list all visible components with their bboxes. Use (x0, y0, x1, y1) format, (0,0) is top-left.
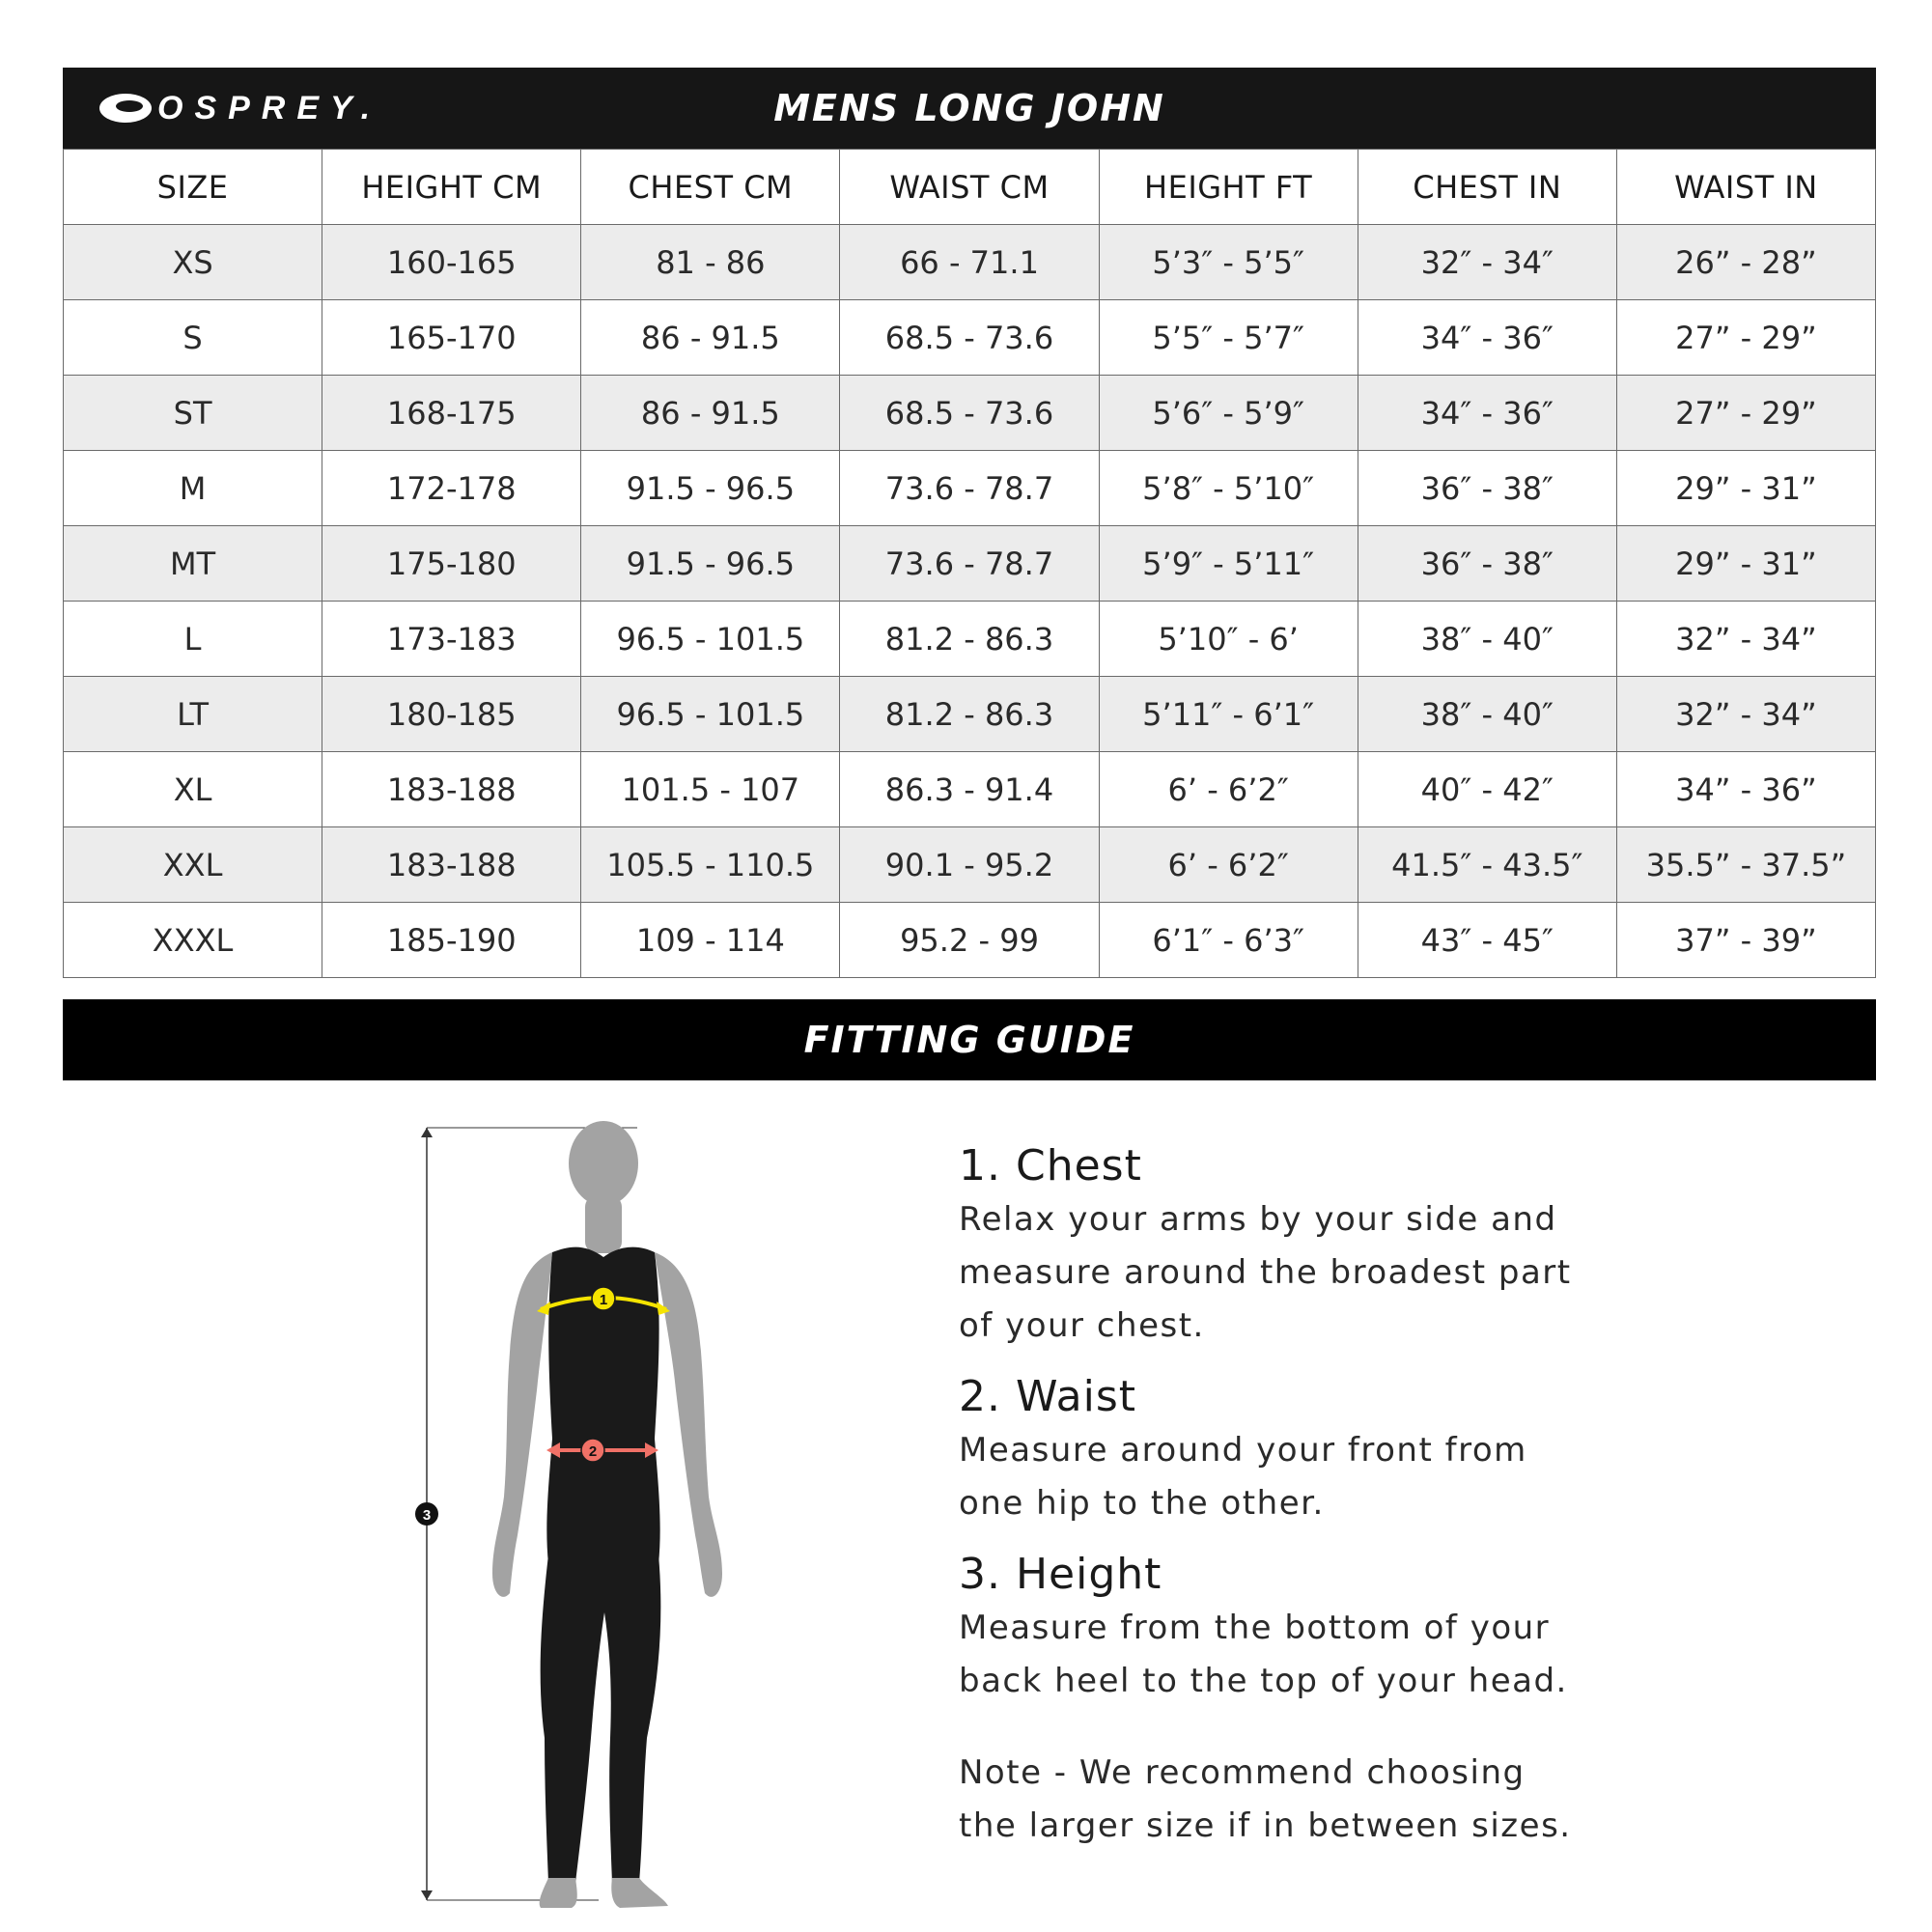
table-cell: 32” - 34” (1616, 677, 1875, 752)
table-cell: 160-165 (322, 225, 581, 300)
table-row (64, 677, 1876, 752)
table-cell: 185-190 (322, 903, 581, 978)
table-cell: 5’11″ - 6’1″ (1099, 677, 1358, 752)
column-header: WAIST IN (1616, 150, 1875, 225)
table-cell: XXXL (64, 903, 322, 978)
sizing-note (959, 1747, 1615, 1853)
table-cell: S (64, 300, 322, 376)
table-row (64, 300, 1876, 376)
page-title: MENS LONG JOHN (773, 87, 1165, 129)
table-cell: 68.5 - 73.6 (840, 376, 1099, 451)
table-cell: 29” - 31” (1616, 451, 1875, 526)
table-body (64, 225, 1876, 978)
table-cell: 5’9″ - 5’11″ (1099, 526, 1358, 602)
fitting-guide-title: FITTING GUIDE (63, 999, 1876, 1080)
table-cell: 27” - 29” (1616, 376, 1875, 451)
right-arm (655, 1252, 722, 1597)
table-cell: 5’8″ - 5’10″ (1099, 451, 1358, 526)
table-header-row (64, 150, 1876, 225)
column-header: SIZE (64, 150, 322, 225)
table-cell: 38″ - 40″ (1358, 677, 1616, 752)
table-cell: 40″ - 42″ (1358, 752, 1616, 827)
column-header: WAIST CM (840, 150, 1099, 225)
table-row (64, 903, 1876, 978)
instruction-line: of your chest. (959, 1306, 1205, 1345)
table-row (64, 602, 1876, 677)
table-row (64, 526, 1876, 602)
table-cell: M (64, 451, 322, 526)
head (569, 1121, 638, 1206)
column-header: CHEST IN (1358, 150, 1616, 225)
table-cell: 36″ - 38″ (1358, 526, 1616, 602)
table-cell: MT (64, 526, 322, 602)
table-row (64, 225, 1876, 300)
table-cell: 86.3 - 91.4 (840, 752, 1099, 827)
table-cell: 173-183 (322, 602, 581, 677)
table-cell: 5’5″ - 5’7″ (1099, 300, 1358, 376)
table-cell: XXL (64, 827, 322, 903)
table-cell: 105.5 - 110.5 (581, 827, 840, 903)
table-cell: 29” - 31” (1616, 526, 1875, 602)
table-cell: L (64, 602, 322, 677)
height-instructions (959, 1548, 1615, 1708)
instruction-line: Measure from the bottom of your (959, 1609, 1551, 1647)
instruction-line: Measure around your front from (959, 1431, 1527, 1470)
legs-suit (541, 1554, 661, 1883)
column-header: CHEST CM (581, 150, 840, 225)
table-cell: LT (64, 677, 322, 752)
right-foot (611, 1878, 668, 1908)
column-header: HEIGHT FT (1099, 150, 1358, 225)
table-cell: XS (64, 225, 322, 300)
table-cell: 27” - 29” (1616, 300, 1875, 376)
table-cell: 32” - 34” (1616, 602, 1875, 677)
table-cell: 66 - 71.1 (840, 225, 1099, 300)
waist-instructions (959, 1370, 1615, 1530)
table-cell: 81.2 - 86.3 (840, 677, 1099, 752)
arrow-up-icon (421, 1128, 433, 1137)
table-cell: 180-185 (322, 677, 581, 752)
instruction-line: one hip to the other. (959, 1484, 1325, 1523)
table-cell: 43″ - 45″ (1358, 903, 1616, 978)
section-heading: 1. Chest (959, 1141, 1142, 1190)
table-cell: 36″ - 38″ (1358, 451, 1616, 526)
table-row (64, 752, 1876, 827)
waist-marker-label: 2 (588, 1443, 598, 1460)
chest-instructions (959, 1139, 1615, 1353)
section-heading: 3. Height (959, 1550, 1162, 1599)
table-cell: 86 - 91.5 (581, 376, 840, 451)
note-line: the larger size if in between sizes. (959, 1806, 1572, 1845)
table-cell: 175-180 (322, 526, 581, 602)
table-cell: 96.5 - 101.5 (581, 677, 840, 752)
table-cell: 172-178 (322, 451, 581, 526)
size-chart-table (63, 149, 1876, 978)
header-bar (63, 68, 1876, 149)
neck (585, 1195, 622, 1253)
table-cell: 34″ - 36″ (1358, 300, 1616, 376)
table-cell: 38″ - 40″ (1358, 602, 1616, 677)
table-cell: 90.1 - 95.2 (840, 827, 1099, 903)
table-cell: 5’10″ - 6’ (1099, 602, 1358, 677)
table-cell: 81.2 - 86.3 (840, 602, 1099, 677)
fitting-instructions (959, 1139, 1615, 1853)
body-figure (406, 1120, 792, 1912)
note-line: Note - We recommend choosing (959, 1753, 1526, 1792)
table-cell: 165-170 (322, 300, 581, 376)
table-cell: 91.5 - 96.5 (581, 526, 840, 602)
table-cell: 86 - 91.5 (581, 300, 840, 376)
table-cell: 35.5” - 37.5” (1616, 827, 1875, 903)
table-cell: 5’3″ - 5’5″ (1099, 225, 1358, 300)
table-row (64, 451, 1876, 526)
left-foot (540, 1878, 577, 1908)
column-header: HEIGHT CM (322, 150, 581, 225)
instruction-line: measure around the broadest part (959, 1253, 1572, 1292)
table-cell: XL (64, 752, 322, 827)
table-cell: 109 - 114 (581, 903, 840, 978)
table-cell: 6’1″ - 6’3″ (1099, 903, 1358, 978)
table-cell: 41.5″ - 43.5″ (1358, 827, 1616, 903)
height-marker-label: 3 (422, 1507, 432, 1524)
table-cell: 95.2 - 99 (840, 903, 1099, 978)
table-cell: 73.6 - 78.7 (840, 526, 1099, 602)
table-cell: 101.5 - 107 (581, 752, 840, 827)
table-cell: 168-175 (322, 376, 581, 451)
table-cell: ST (64, 376, 322, 451)
table-cell: 37” - 39” (1616, 903, 1875, 978)
table-cell: 183-188 (322, 827, 581, 903)
instruction-line: back heel to the top of your head. (959, 1662, 1568, 1700)
table-cell: 26” - 28” (1616, 225, 1875, 300)
table-cell: 34” - 36” (1616, 752, 1875, 827)
table-cell: 6’ - 6’2″ (1099, 752, 1358, 827)
section-heading: 2. Waist (959, 1372, 1137, 1421)
table-cell: 81 - 86 (581, 225, 840, 300)
table-cell: 32″ - 34″ (1358, 225, 1616, 300)
table-cell: 73.6 - 78.7 (840, 451, 1099, 526)
arrow-down-icon (421, 1890, 433, 1900)
table-cell: 68.5 - 73.6 (840, 300, 1099, 376)
instruction-line: Relax your arms by your side and (959, 1200, 1557, 1239)
table-cell: 6’ - 6’2″ (1099, 827, 1358, 903)
table-cell: 34″ - 36″ (1358, 376, 1616, 451)
table-row (64, 376, 1876, 451)
table-row (64, 827, 1876, 903)
table-cell: 183-188 (322, 752, 581, 827)
table-cell: 5’6″ - 5’9″ (1099, 376, 1358, 451)
brand-name: OSPREY. (157, 89, 382, 126)
left-arm (492, 1252, 552, 1597)
chest-marker-label: 1 (599, 1292, 608, 1308)
table-cell: 96.5 - 101.5 (581, 602, 840, 677)
table-cell: 91.5 - 96.5 (581, 451, 840, 526)
